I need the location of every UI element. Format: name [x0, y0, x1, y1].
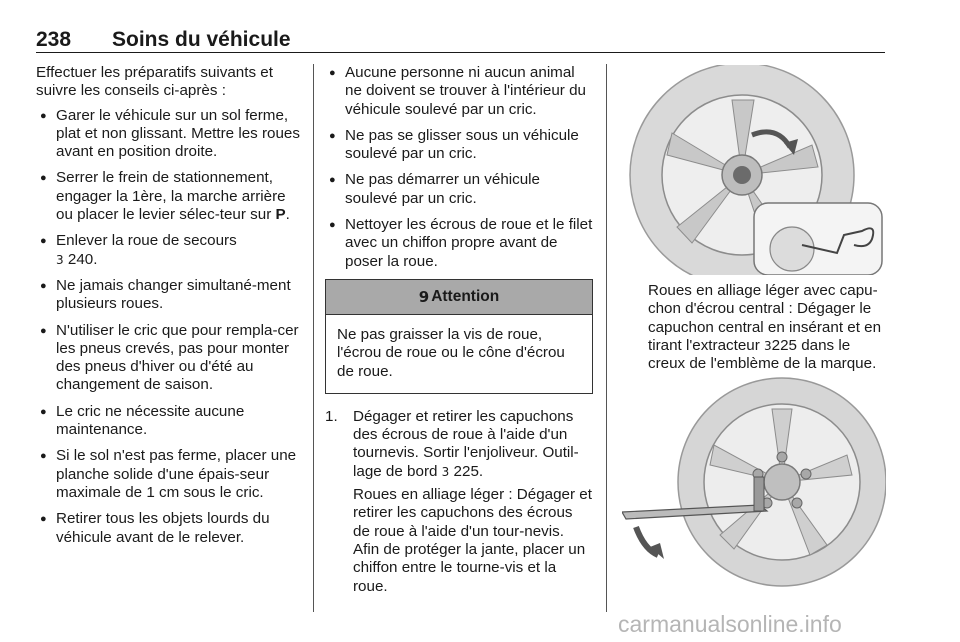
page-ref-icon: 3 — [441, 464, 450, 479]
steps-list — [325, 408, 593, 596]
list-item: ● Ne pas se glisser sous un véhicule soulevé par un cric. — [325, 127, 593, 164]
wheel-nut-caps-illustration — [622, 377, 886, 587]
column-left — [36, 64, 300, 555]
list-item: ● Ne jamais changer simultané-ment plusieurs roues. — [36, 277, 300, 314]
list-item: ● Si le sol n'est pas ferme, placer une planche solide d'une épais-seur maximale de 1 cm sous le cric. — [36, 447, 300, 502]
list-item: ● Retirer tous les objets lourds du véhicule avant de le relever. — [36, 510, 300, 547]
list-item: ● Enlever la roue de secours 3 240. — [36, 232, 300, 269]
safety-list — [325, 64, 593, 271]
page-link[interactable]: 225 — [771, 336, 797, 354]
list-item: ● Garer le véhicule sur un sol ferme, plat et non glissant. Mettre les roues avant en position droite. — [36, 107, 300, 162]
page-link[interactable]: 225. — [453, 462, 484, 480]
wheel-center-cap-illustration — [622, 65, 886, 275]
page-ref-icon: 3 — [56, 252, 64, 267]
column-right-caption: Roues en alliage léger avec capu-chon d'écrou central : Dégager le capuchon central en insérant et en tirant l'extracteur 3225 dans le creux de l'emblème de la marque. — [648, 282, 882, 373]
list-item: ● Ne pas démarrer un véhicule soulevé par un cric. — [325, 171, 593, 208]
page-number: 238 — [36, 28, 72, 51]
list-item: ● N'utiliser le cric que pour rempla-cer les pneus crevés, pas pour monter des pneus d'hiver ou d'été au changement de saison. — [36, 322, 300, 395]
list-item: ● Le cric ne nécessite aucune maintenance. — [36, 403, 300, 440]
attention-title: Attention — [431, 287, 500, 305]
warning-icon: 9 — [418, 287, 430, 306]
page-link[interactable]: 240. — [67, 250, 98, 268]
list-item: ● Nettoyer les écrous de roue et le filet avec un chiffon propre avant de poser la roue. — [325, 216, 593, 271]
step-1-alloy-text: Roues en alliage léger : Dégager et retirer les capuchons des écrous de roue à l'aide d'un tour-nevis. Afin de protéger la jante, placer un chiffon entre le tourne-vis et la roue. — [353, 486, 592, 595]
column-divider — [606, 64, 607, 612]
step-1: 1. Dégager et retirer les capuchons des écrous de roue à l'aide d'un tournevis. Sortir l'enjoliveur. Outil-lage de bord 3 225. Roues en alliage léger : Dégager et retirer les capuchons des écrous de roue à l'aide d'un tour-nevis. Afin de protéger la jante, placer un chiffon entre le tourne-vis et la roue. — [325, 407, 592, 595]
column-middle — [325, 64, 593, 601]
watermark-text: carmanualsonline.info — [618, 611, 842, 637]
gear-p-label: P — [275, 206, 286, 224]
attention-header — [326, 280, 592, 315]
page-header — [36, 28, 885, 53]
attention-text: Ne pas graisser la vis de roue, l'écrou de roue ou le cône d'écrou de roue. — [337, 325, 565, 380]
attention-box — [325, 279, 593, 394]
page-ref-icon: 3 — [764, 338, 772, 353]
list-item: ● Serrer le frein de stationnement, engager la 1ère, la marche arrière ou placer le levier sélec-teur sur P. — [36, 169, 300, 224]
list-item: ● Aucune personne ni aucun animal ne doivent se trouver à l'intérieur du véhicule soulevé par un cric. — [325, 64, 593, 119]
intro-text: Effectuer les préparatifs suivants et suivre les conseils ci-après : — [36, 64, 273, 100]
page-title: Soins du véhicule — [112, 28, 291, 51]
column-divider — [313, 64, 314, 612]
step-number: 1. — [325, 407, 338, 425]
preparation-list — [36, 107, 300, 547]
